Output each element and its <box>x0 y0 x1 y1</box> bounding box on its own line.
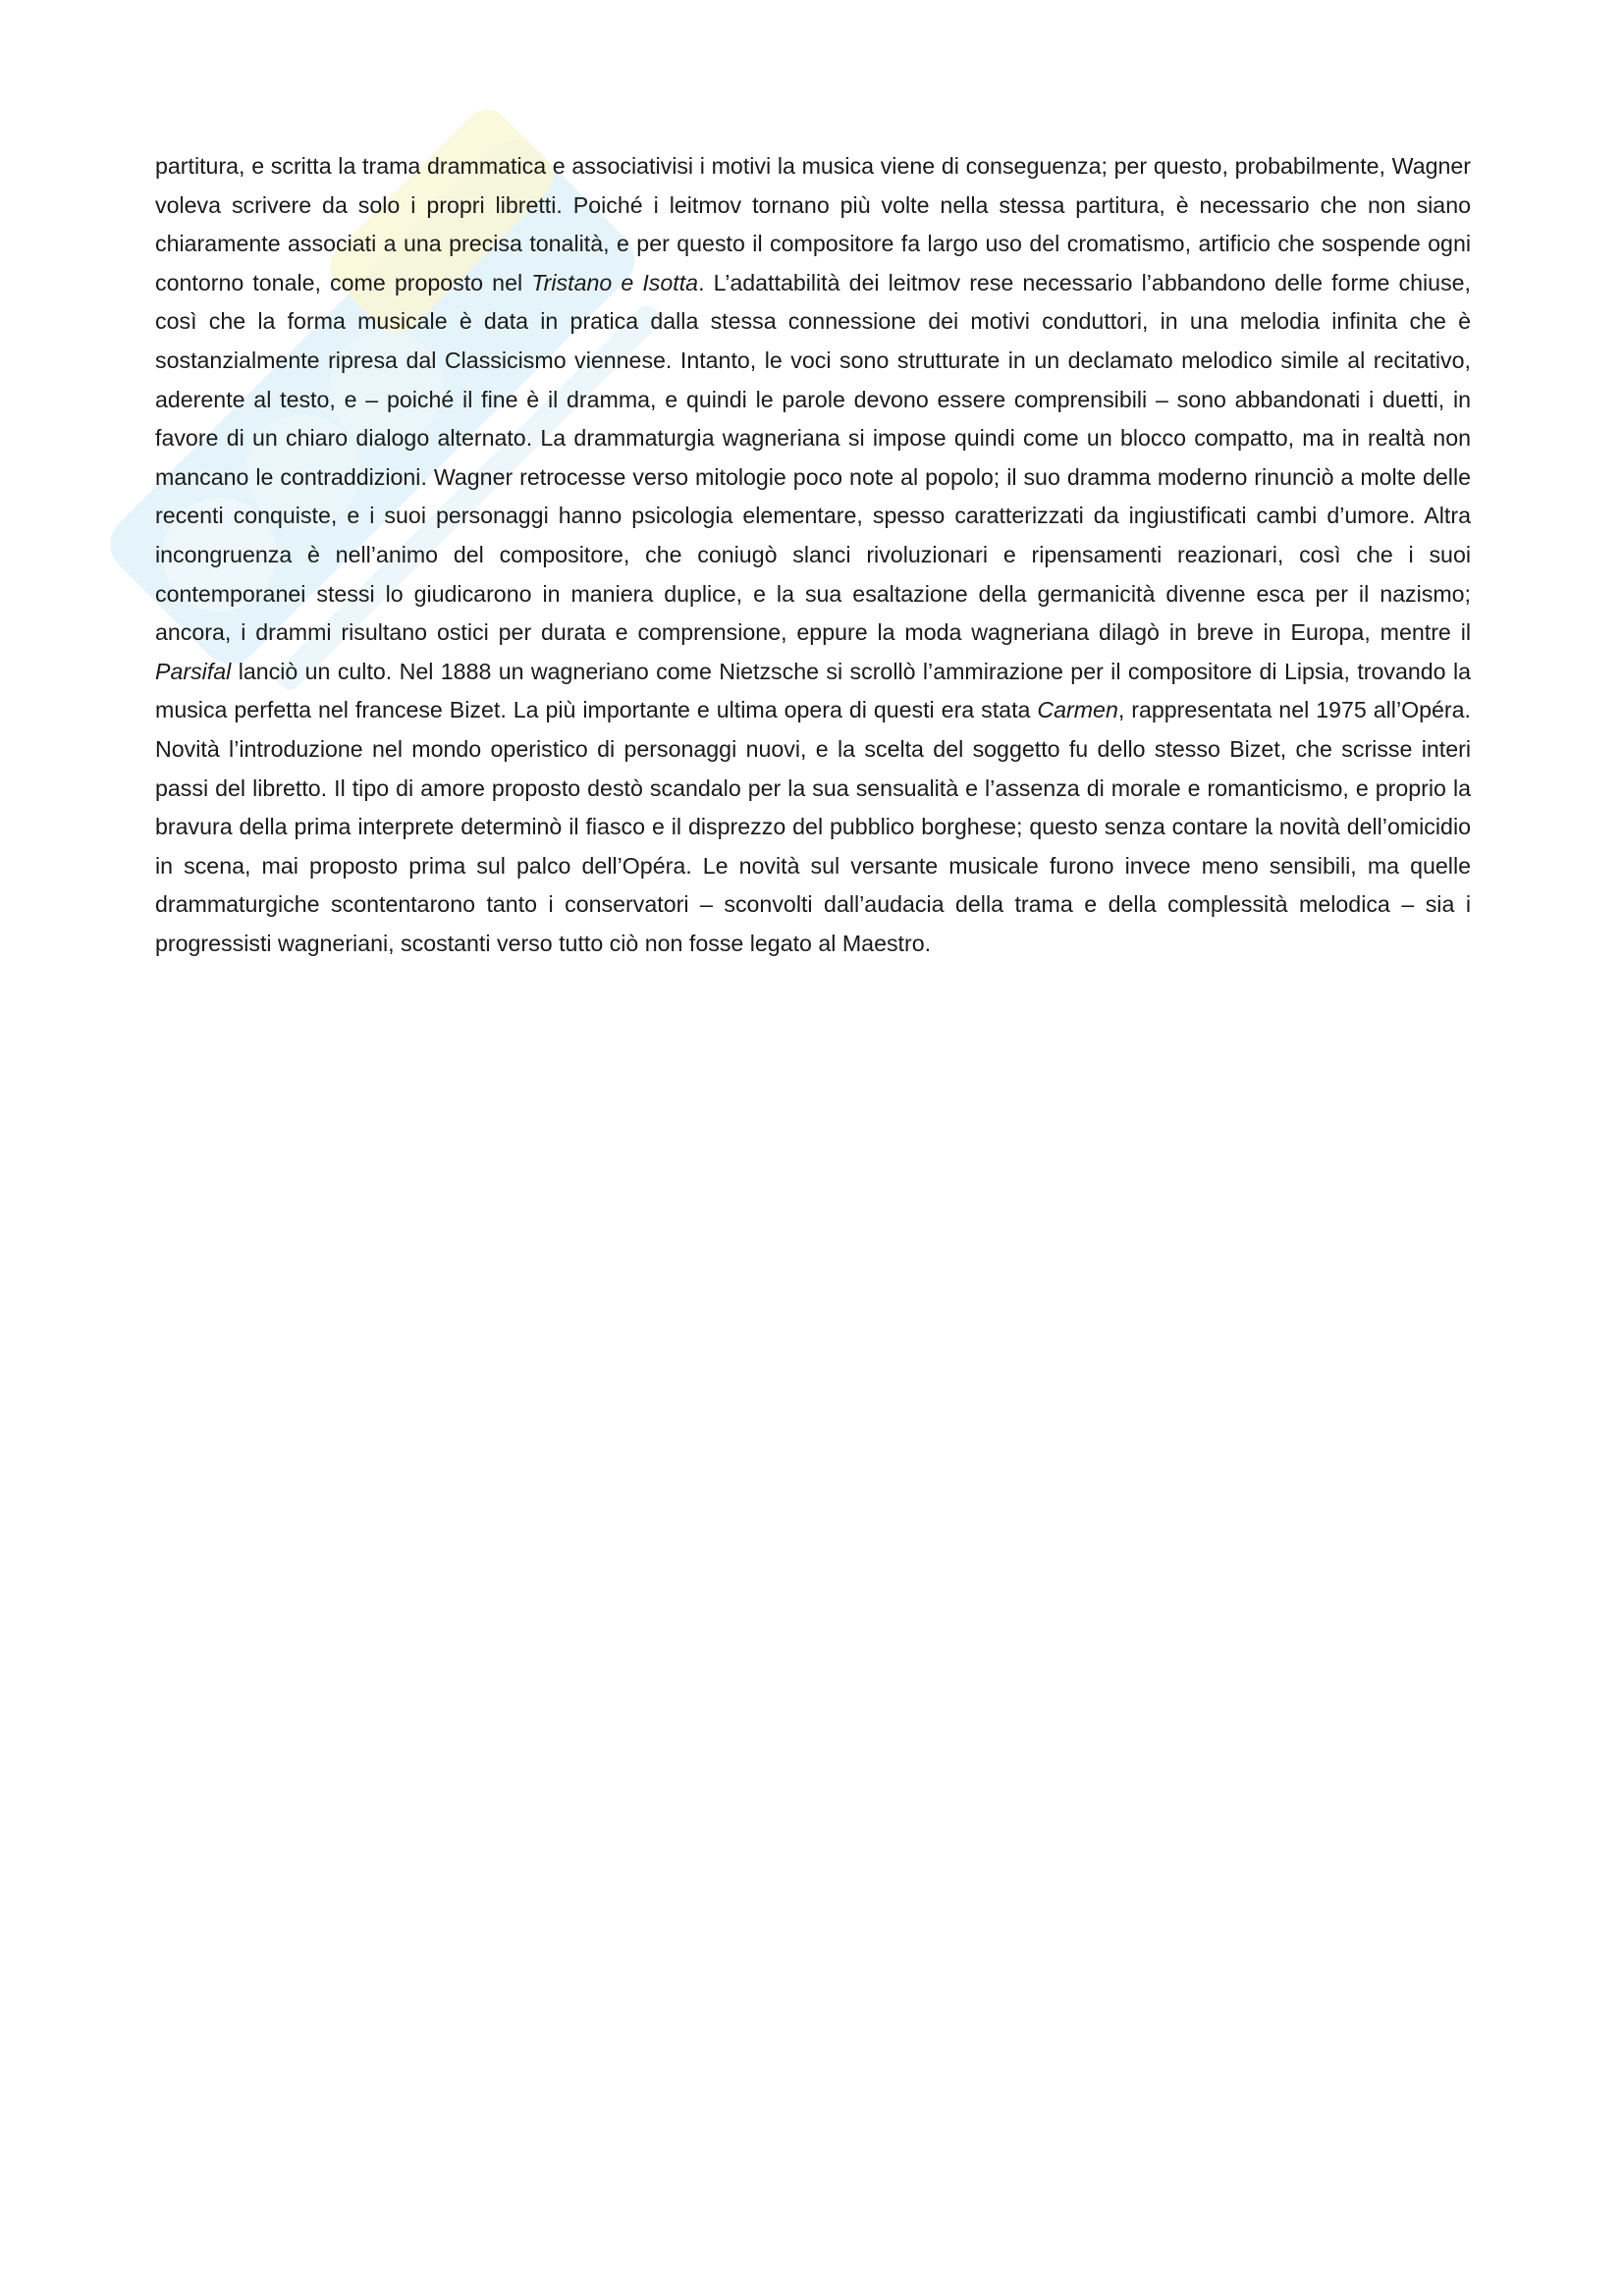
text-run: , rappresentata nel 1975 all’Opéra. Novità l’introduzione nel mondo operistico di personaggi nuovi, e la scelta del soggetto fu dello stesso Bizet, che scrisse interi passi del libretto. Il tipo di amore proposto destò scandalo per la sua sensualità e l’assenza di morale e romanticismo, e proprio la bravura della prima interprete determinò il fiasco e il disprezzo del pubblico borghese; questo senza contare la novità dell’omicidio in scena, mai proposto prima sul palco dell’Opéra. Le novità sul versante musicale furono invece meno sensibili, ma quelle drammaturgiche scontentarono tanto i conservatori – sconvolti dall’audacia della trama e della complessità melodica – sia i progressisti wagneriani, scostanti verso tutto ciò non fosse legato al Maestro. <box>155 697 1471 956</box>
text-run: lanciò un culto. Nel 1888 un wagneriano come Nietzsche si scrollò l’ammirazione per il compositore di Lipsia, trovando la musica perfetta nel francese Bizet. La più importante e ultima opera di questi era stata <box>155 658 1471 723</box>
italic-title-parsifal: Parsifal <box>155 658 232 684</box>
paragraph <box>155 147 1471 963</box>
italic-title-carmen: Carmen <box>1037 697 1118 723</box>
italic-title-tristano: Tristano e Isotta <box>531 269 699 295</box>
body-text <box>155 147 1471 963</box>
text-run: partitura, e scritta la trama drammatica e associativisi i motivi la musica viene di conseguenza; per questo, probabilmente, Wagner voleva scrivere da solo i propri libretti. Poiché i leitmov tornano più volte nella stessa partitura, è necessario che non siano chiaramente associati a una precisa tonalità, e per questo il compositore fa largo uso del cromatismo, artificio che sospende ogni contorno tonale, come proposto nel <box>155 153 1471 295</box>
text-run: . L’adattabilità dei leitmov rese necessario l’abbandono delle forme chiuse, così che la forma musicale è data in pratica dalla stessa connessione dei motivi conduttori, in una melodia infinita che è sostanzialmente ripresa dal Classicismo viennese. Intanto, le voci sono strutturate in un declamato melodico simile al recitativo, aderente al testo, e – poiché il fine è il dramma, e quindi le parole devono essere comprensibili – sono abbandonati i duetti, in favore di un chiaro dialogo alternato. La drammaturgia wagneriana si impose quindi come un blocco compatto, ma in realtà non mancano le contraddizioni. Wagner retrocesse verso mitologie poco note al popolo; il suo dramma moderno rinunciò a molte delle recenti conquiste, e i suoi personaggi hanno psicologia elementare, spesso caratterizzati da ingiustificati cambi d’umore. Altra incongruenza è nell’animo del compositore, che coniugò slanci rivoluzionari e ripensamenti reazionari, così che i suoi contemporanei stessi lo giudicarono in maniera duplice, e la sua esaltazione della germanicità divenne esca per il nazismo; ancora, i drammi risultano ostici per durata e comprensione, eppure la moda wagneriana dilagò in breve in Europa, mentre il <box>155 269 1472 646</box>
